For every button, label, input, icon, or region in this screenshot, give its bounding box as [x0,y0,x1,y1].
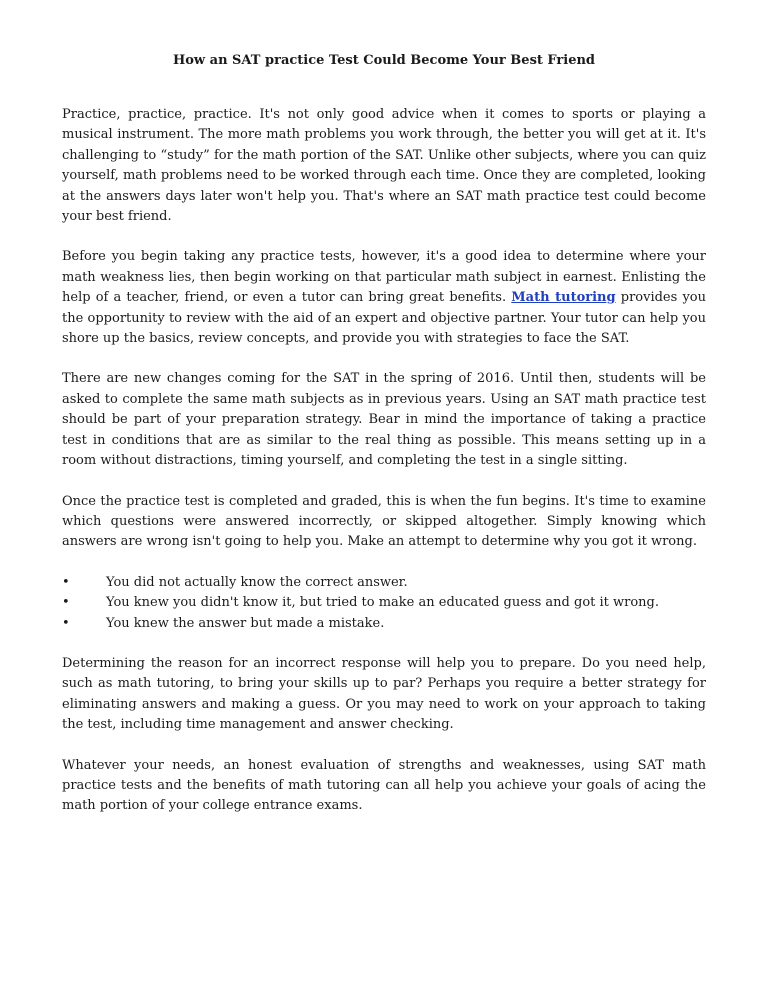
bullet-icon: • [62,574,70,590]
paragraph-3: There are new changes coming for the SAT in the spring of 2016. Until then, students will be asked to complete the same math subjects as in previous years. Using an SAT math practice test should be part of your preparation strategy. Bear in mind the importance of taking a practice test in conditions that are as similar to the real thing as possible. This means setting up in a room without distractions, timing yourself, and completing the test in a single sitting. [62,371,706,469]
document-title: How an SAT practice Test Could Become Your Best Friend [172,53,596,68]
paragraph-5: Determining the reason for an incorrect response will help you to prepare. Do you need help, such as math tutoring, to bring your skills up to par? Perhaps you require a better strategy for eliminating answers and making a guess. Or you may need to work on your approach to taking the test, including time management and answer checking. [62,655,706,733]
bullet-text: You knew you didn't know it, but tried to make an educated guess and got it wrong. [106,595,660,611]
paragraph-4: Once the practice test is completed and graded, this is when the fun begins. It's time to examine which questions were answered incorrectly, or skipped altogether. Simply knowing which answers are wrong isn't going to help you. Make an attempt to determine why you got it wrong. [62,493,706,550]
bullet-text: You did not actually know the correct answer. [106,574,408,590]
list-item [62,593,706,613]
paragraph-6: Whatever your needs, an honest evaluation of strengths and weaknesses, using SAT math practice tests and the benefits of math tutoring can all help you achieve your goals of acing the math portion of your college entrance exams. [62,757,706,814]
paragraph-2 [62,247,706,349]
paragraph-2-text-before: Before you begin taking any practice tests, however, it's a good idea to determine where your math weakness lies, then begin working on that particular math subject in earnest. Enlisting the help of a teacher, friend, or even a tutor can bring great benefits. [62,249,706,306]
bullet-icon: • [62,615,70,631]
bullet-list [62,573,706,634]
list-item [62,614,706,634]
bullet-text: You knew the answer but made a mistake. [106,615,385,631]
bullet-icon: • [62,595,70,611]
list-item [62,573,706,593]
paragraph-1: Practice, practice, practice. It's not only good advice when it comes to sports or playing a musical instrument. The more math problems you work through, the better you will get at it. It's challenging to “study” for the math portion of the SAT. Unlike other subjects, where you can quiz yourself, math problems need to be worked through each time. Once they are completed, looking at the answers days later won't help you. That's where an SAT math practice test could become your best friend. [62,107,706,225]
math-tutoring-link[interactable]: Math tutoring [511,290,616,306]
paragraph-2-text-after: provides you the opportunity to review with the aid of an expert and objective partner. Your tutor can help you shore up the basics, review concepts, and provide you with strategies to face the SAT. [62,290,707,347]
